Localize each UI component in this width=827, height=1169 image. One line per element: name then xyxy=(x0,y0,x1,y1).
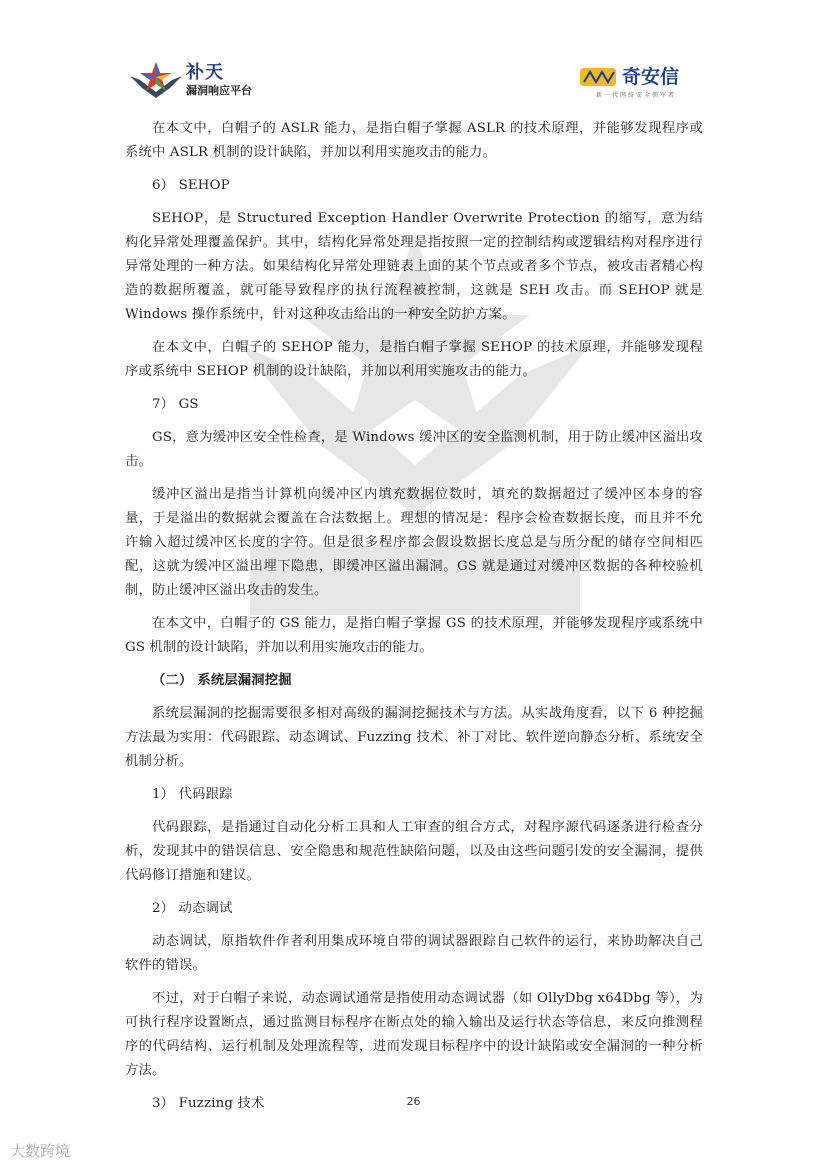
footer-watermark: 大数跨境 xyxy=(10,1142,71,1160)
qianxin-tagline: 新一代网络安全领军者 xyxy=(596,92,677,99)
star-emblem-icon xyxy=(128,58,184,102)
page-header xyxy=(0,0,827,110)
paragraph: SEHOP，是 Structured Exception Handler Overwrite Protection 的缩写，意为结构化异常处理覆盖保护。其中，结构化异常处理是指按照一定的控制结构或逻辑结构对程序进行异常处理的一种方法。如果结构化异常处理链表上面的某个节点或者多个节点，被攻击者精心构造的数据所覆盖，就可能导致程序的执行流程被控制，这就是 SEH 攻击。而 SEHOP 就是 Windows 操作系统中，针对这种攻击给出的一种安全防护方案。 xyxy=(125,211,703,322)
butian-subtitle: 漏洞响应平台 xyxy=(186,84,252,97)
page-number: 26 xyxy=(406,1095,421,1108)
qianxin-emblem-icon xyxy=(578,64,620,90)
paragraph: 在本文中，白帽子的 ASLR 能力，是指白帽子掌握 ASLR 的技术原理，并能够发现程序或系统中 ASLR 机制的设计缺陷，并加以利用实施攻击的能力。 xyxy=(125,121,703,160)
qianxin-title: 奇安信 xyxy=(622,66,680,88)
qianxin-logo xyxy=(578,62,708,102)
paragraph: 缓冲区溢出是指当计算机向缓冲区内填充数据位数时，填充的数据超过了缓冲区本身的容量，于是溢出的数据就会覆盖在合法数据上。理想的情况是：程序会检查数据长度，而且并不允许输入超过缓冲区长度的字符。但是很多程序都会假设数据长度总是与所分配的储存空间相匹配，这就为缓冲区溢出埋下隐患，即缓冲区溢出漏洞。GS 就是通过对缓冲区数据的各种校验机制，防止缓冲区溢出攻击的发生。 xyxy=(125,487,703,598)
document-body xyxy=(125,117,703,1125)
paragraph: 不过，对于白帽子来说，动态调试通常是指使用动态调试器（如 OllyDbg x64Dbg 等），为可执行程序设置断点，通过监测目标程序在断点处的输入输出及运行状态等信息，来反向推测程序的代码结构、运行机制及处理流程等，进而发现目标程序中的设计缺陷或安全漏洞的一种分析方法。 xyxy=(125,991,703,1078)
paragraph: GS，意为缓冲区安全性检查，是 Windows 缓冲区的安全监测机制，用于防止缓冲区溢出攻击。 xyxy=(125,430,703,469)
paragraph: 动态调试，原指软件作者利用集成环境自带的调试器跟踪自己软件的运行，来协助解决自己软件的错误。 xyxy=(125,934,703,973)
butian-title: 补天 xyxy=(186,62,224,83)
section-heading: （二） 系统层漏洞挖掘 xyxy=(152,673,292,688)
subheading: 1） 代码跟踪 xyxy=(152,787,233,802)
paragraph: 代码跟踪，是指通过自动化分析工具和人工审查的组合方式，对程序源代码逐条进行检查分析，发现其中的错误信息、安全隐患和规范性缺陷问题，以及由这些问题引发的安全漏洞，提供代码修订措施和建议。 xyxy=(125,820,703,883)
subheading: 7） GS xyxy=(152,397,199,412)
paragraph: 系统层漏洞的挖掘需要很多相对高级的漏洞挖掘技术与方法。从实战角度看，以下 6 种挖掘方法最为实用：代码跟踪、动态调试、Fuzzing 技术、补丁对比、软件逆向静态分析、系统安全机制分析。 xyxy=(125,706,703,769)
subheading: 3） Fuzzing 技术 xyxy=(152,1096,265,1111)
paragraph: 在本文中，白帽子的 GS 能力，是指白帽子掌握 GS 的技术原理，并能够发现程序或系统中 GS 机制的设计缺陷，并加以利用实施攻击的能力。 xyxy=(125,616,703,655)
subheading: 6） SEHOP xyxy=(152,178,230,193)
paragraph: 在本文中，白帽子的 SEHOP 能力，是指白帽子掌握 SEHOP 的技术原理，并能够发现程序或系统中 SEHOP 机制的设计缺陷，并加以利用实施攻击的能力。 xyxy=(125,340,703,379)
subheading: 2） 动态调试 xyxy=(152,901,233,916)
butian-logo xyxy=(128,58,288,102)
